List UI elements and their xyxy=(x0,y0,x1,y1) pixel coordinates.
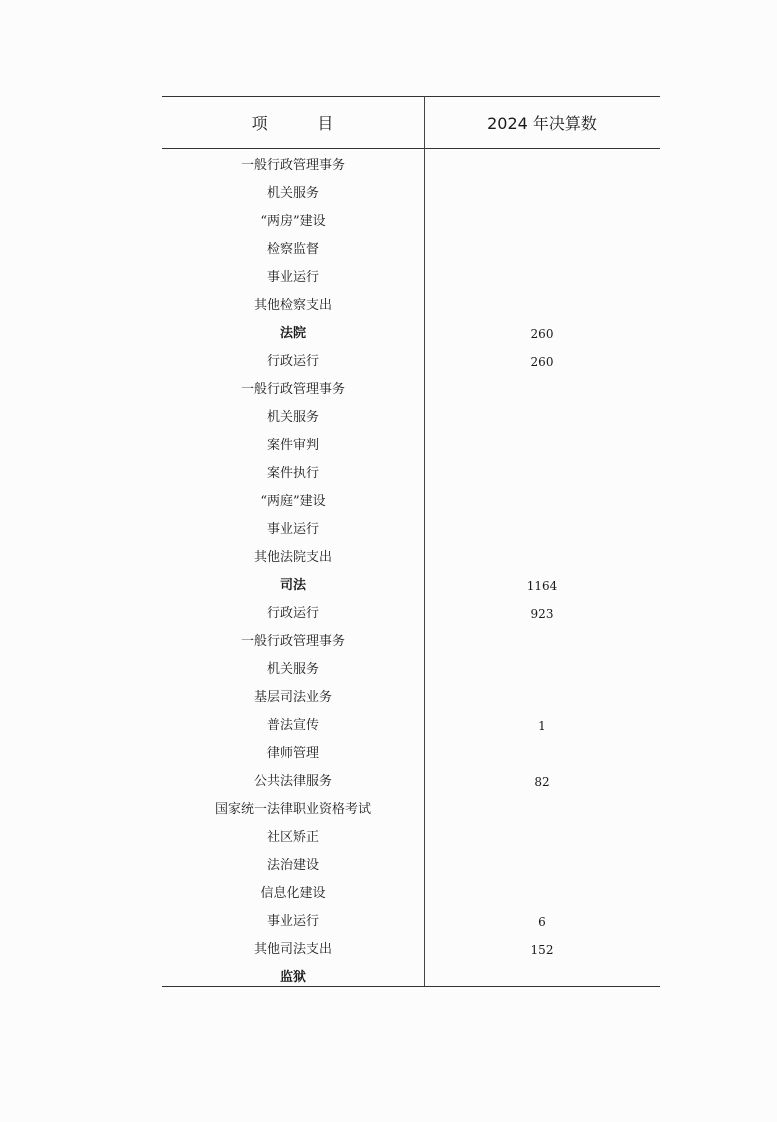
row-amount xyxy=(424,964,660,992)
row-amount xyxy=(424,432,660,460)
row-amount xyxy=(424,544,660,572)
table-row xyxy=(162,376,660,404)
table-row xyxy=(162,712,660,740)
row-item-name: 普法宣传 xyxy=(266,718,319,733)
table-row xyxy=(162,488,660,516)
row-amount xyxy=(424,460,660,488)
table-row xyxy=(162,600,660,628)
row-amount xyxy=(424,376,660,404)
row-item-name: 一般行政管理事务 xyxy=(240,634,345,649)
table-header-rule xyxy=(162,148,660,149)
table-row xyxy=(162,348,660,376)
row-amount xyxy=(424,208,660,236)
row-item-name: 公共法律服务 xyxy=(253,774,332,789)
table-row xyxy=(162,684,660,712)
table-row xyxy=(162,628,660,656)
row-item-name: 社区矫正 xyxy=(266,830,319,845)
row-item-name: 机关服务 xyxy=(266,186,319,201)
row-amount xyxy=(424,152,660,180)
row-item-name: 法治建设 xyxy=(266,858,319,873)
row-amount: 152 xyxy=(530,943,554,957)
row-amount xyxy=(424,516,660,544)
row-item-name: 行政运行 xyxy=(266,354,319,369)
row-amount xyxy=(424,236,660,264)
row-amount xyxy=(424,824,660,852)
row-amount xyxy=(424,880,660,908)
table-row xyxy=(162,880,660,908)
table-row xyxy=(162,544,660,572)
table-row xyxy=(162,264,660,292)
table-row xyxy=(162,432,660,460)
table-row xyxy=(162,460,660,488)
table-row xyxy=(162,908,660,936)
row-amount: 923 xyxy=(530,607,554,621)
row-amount: 1164 xyxy=(526,579,558,593)
row-amount xyxy=(424,488,660,516)
row-amount: 260 xyxy=(530,327,554,341)
row-amount xyxy=(424,656,660,684)
table-row xyxy=(162,656,660,684)
budget-table xyxy=(162,96,660,986)
row-item-name: 其他法院支出 xyxy=(253,550,332,565)
header-item: 项 目 xyxy=(251,113,335,133)
row-amount: 260 xyxy=(530,355,554,369)
table-row xyxy=(162,292,660,320)
table-row xyxy=(162,152,660,180)
row-item-name: 司法 xyxy=(279,578,306,593)
table-row xyxy=(162,796,660,824)
row-amount: 6 xyxy=(538,915,546,929)
row-item-name: 其他检察支出 xyxy=(253,298,332,313)
row-amount xyxy=(424,796,660,824)
row-item-name: 行政运行 xyxy=(266,606,319,621)
row-item-name: 一般行政管理事务 xyxy=(240,158,345,173)
row-item-name: 律师管理 xyxy=(266,746,319,761)
table-row xyxy=(162,320,660,348)
row-item-name: 事业运行 xyxy=(266,522,319,537)
row-item-name: “两庭”建设 xyxy=(260,494,326,509)
row-item-name: 机关服务 xyxy=(266,662,319,677)
table-row xyxy=(162,516,660,544)
row-item-name: 案件审判 xyxy=(266,438,319,453)
row-amount xyxy=(424,264,660,292)
row-amount xyxy=(424,740,660,768)
row-item-name: 信息化建设 xyxy=(260,886,326,901)
row-amount xyxy=(424,292,660,320)
row-item-name: 国家统一法律职业资格考试 xyxy=(214,802,371,817)
table-row xyxy=(162,964,660,992)
row-amount xyxy=(424,684,660,712)
row-amount: 82 xyxy=(534,775,550,789)
header-amount: 2024 年决算数 xyxy=(487,113,597,133)
row-item-name: 基层司法业务 xyxy=(253,690,332,705)
table-row xyxy=(162,768,660,796)
table-row xyxy=(162,180,660,208)
table-row xyxy=(162,740,660,768)
row-amount xyxy=(424,852,660,880)
table-row xyxy=(162,852,660,880)
table-row xyxy=(162,572,660,600)
row-item-name: 一般行政管理事务 xyxy=(240,382,345,397)
table-row xyxy=(162,824,660,852)
table-row xyxy=(162,936,660,964)
row-item-name: 案件执行 xyxy=(266,466,319,481)
row-amount xyxy=(424,180,660,208)
row-item-name: 法院 xyxy=(279,326,306,341)
row-item-name: 监狱 xyxy=(279,970,306,985)
row-item-name: 事业运行 xyxy=(266,270,319,285)
table-row xyxy=(162,208,660,236)
row-amount: 1 xyxy=(538,719,546,733)
row-amount xyxy=(424,628,660,656)
row-item-name: 事业运行 xyxy=(266,914,319,929)
row-item-name: “两房”建设 xyxy=(260,214,326,229)
table-row xyxy=(162,404,660,432)
table-row xyxy=(162,236,660,264)
row-item-name: 其他司法支出 xyxy=(253,942,332,957)
row-item-name: 检察监督 xyxy=(266,242,319,257)
row-item-name: 机关服务 xyxy=(266,410,319,425)
row-amount xyxy=(424,404,660,432)
